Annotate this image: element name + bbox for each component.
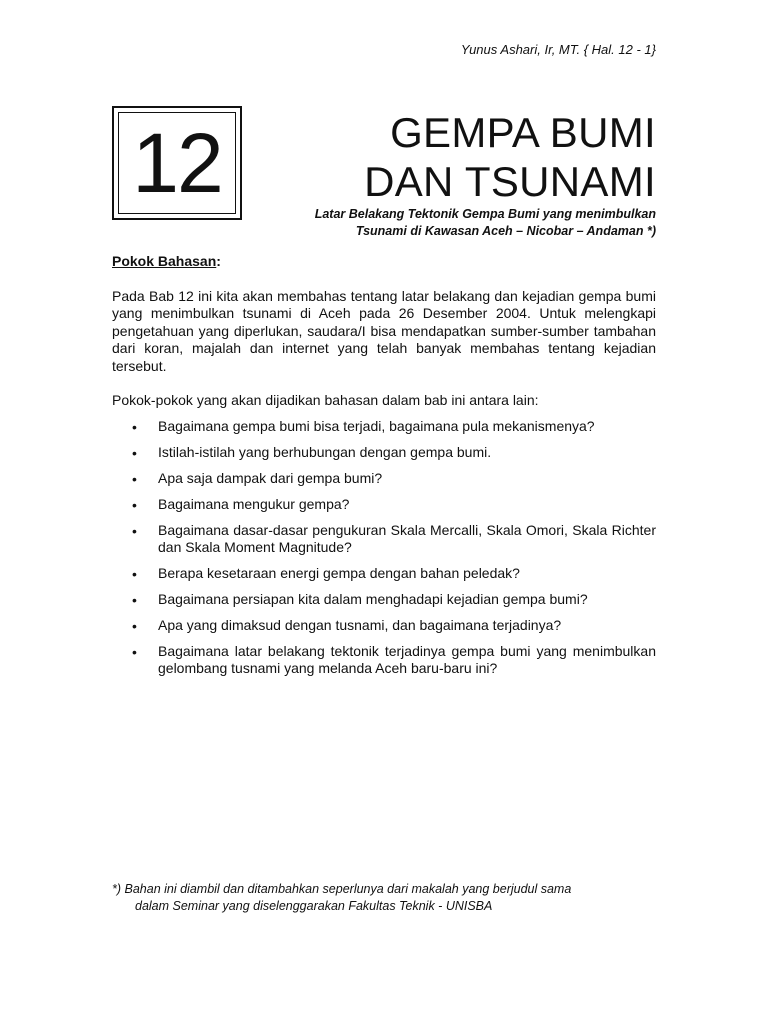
chapter-title-line-2: DAN TSUNAMI: [364, 158, 656, 205]
bullet-icon: •: [132, 419, 137, 435]
list-item-text: Bagaimana latar belakang tektonik terjadinya gempa bumi yang menimbulkan gelombang tusnami yang melanda Aceh baru-baru ini?: [158, 642, 656, 677]
list-item-text: Bagaimana persiapan kita dalam menghadapi kejadian gempa bumi?: [158, 590, 588, 607]
list-item: [112, 444, 656, 461]
intro-paragraph: Pada Bab 12 ini kita akan membahas tentang latar belakang dan kejadian gempa bumi yang menimbulkan tsunami di Aceh pada 26 Desember 2004. Untuk melengkapi pengetahuan yang diperlukan, saudara/I bisa mendapatkan sumber-sumber tambahan dari koran, majalah dan internet yang telah banyak membahas tentang kejadian tersebut.: [112, 288, 656, 374]
list-item: [112, 522, 656, 557]
bullet-icon: •: [132, 522, 137, 539]
footnote-line-1: *) Bahan ini diambil dan ditambahkan seperlunya dari makalah yang berjudul sama: [112, 882, 572, 896]
list-item-text: Berapa kesetaraan energi gempa dengan bahan peledak?: [158, 564, 520, 581]
bullet-icon: •: [132, 591, 137, 608]
section-heading-colon: :: [216, 253, 221, 269]
lead-paragraph: Pokok-pokok yang akan dijadikan bahasan dalam bab ini antara lain:: [112, 392, 539, 408]
section-heading-text: Pokok Bahasan: [112, 253, 217, 269]
running-head: Yunus Ashari, Ir, MT. { Hal. 12 - 1}: [460, 42, 656, 57]
list-item-text: Apa saja dampak dari gempa bumi?: [158, 469, 383, 486]
chapter-subtitle-line-1: Latar Belakang Tektonik Gempa Bumi yang menimbulkan: [314, 207, 656, 221]
list-item-text: Istilah-istilah yang berhubungan dengan gempa bumi.: [158, 443, 492, 460]
bullet-icon: •: [132, 643, 137, 660]
chapter-title: [364, 108, 656, 206]
chapter-subtitle-line-2: Tsunami di Kawasan Aceh – Nicobar – Andaman *): [355, 224, 656, 238]
bullet-icon: •: [132, 470, 137, 487]
list-item: [112, 617, 656, 634]
footnote: [112, 881, 656, 915]
footnote-line-2: dalam Seminar yang diselenggarakan Fakultas Teknik - UNISBA: [135, 899, 493, 913]
bullet-icon: •: [132, 617, 137, 634]
chapter-title-line-1: GEMPA BUMI: [390, 109, 656, 156]
list-item: [112, 591, 656, 608]
list-item-text: Bagaimana dasar-dasar pengukuran Skala Mercalli, Skala Omori, Skala Richter dan Skala Moment Magnitude?: [158, 521, 656, 556]
list-item-text: Apa yang dimaksud dengan tusnami, dan bagaimana terjadinya?: [158, 616, 562, 633]
list-item: [112, 418, 656, 435]
list-item-text: Bagaimana mengukur gempa?: [158, 495, 350, 512]
list-item-text: Bagaimana gempa bumi bisa terjadi, bagaimana pula mekanismenya?: [158, 418, 595, 434]
bullet-icon: •: [132, 565, 137, 582]
section-heading: [112, 253, 221, 269]
list-item: [112, 643, 656, 678]
bullet-icon: •: [132, 496, 137, 513]
list-item: [112, 565, 656, 582]
bullet-icon: •: [132, 444, 137, 461]
chapter-subtitle: [315, 206, 656, 240]
list-item: [112, 496, 656, 513]
topic-list: [112, 418, 656, 686]
chapter-number-box: [112, 106, 242, 220]
list-item: [112, 470, 656, 487]
chapter-number: 12: [118, 112, 236, 214]
